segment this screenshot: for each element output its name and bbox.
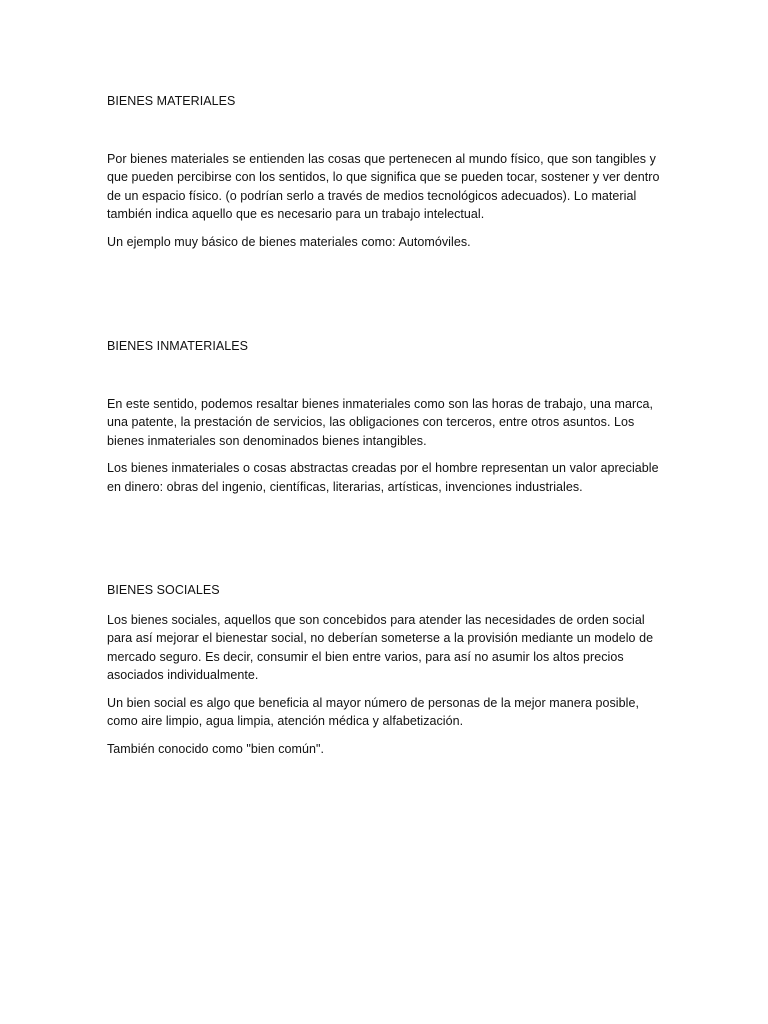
paragraph: Los bienes sociales, aquellos que son concebidos para atender las necesidades de orden social para así mejorar el bienestar social, no deberían someterse a la provisión mediante un modelo de mercado seguro. Es decir, consumir el bien entre varios, para así no asumir los altos precios asociados individualmente. <box>107 613 654 683</box>
paragraph: Un ejemplo muy básico de bienes materiales como: Automóviles. <box>107 234 471 249</box>
paragraph: En este sentido, podemos resaltar bienes inmateriales como son las horas de trabajo, una marca, una patente, la prestación de servicios, las obligaciones con terceros, entre otros asuntos. Los bienes inmateriales son denominados bienes intangibles. <box>107 397 654 448</box>
section-heading: BIENES SOCIALES <box>107 583 220 598</box>
section-bienes-inmateriales <box>107 337 667 496</box>
paragraph: Un bien social es algo que beneficia al mayor número de personas de la mejor manera posible, como aire limpio, agua limpia, atención médica y alfabetización. <box>107 695 639 729</box>
section-heading: BIENES MATERIALES <box>107 94 236 108</box>
document-body <box>107 92 667 767</box>
section-bienes-materiales <box>107 92 667 251</box>
paragraph: Los bienes inmateriales o cosas abstractas creadas por el hombre representan un valor apreciable en dinero: obras del ingenio, científicas, literarias, artísticas, invenciones industriales. <box>107 461 659 494</box>
section-heading: BIENES INMATERIALES <box>107 339 249 354</box>
paragraph: Por bienes materiales se entienden las cosas que pertenecen al mundo físico, que son tangibles y que pueden percibirse con los sentidos, lo que significa que se pueden tocar, sostener y ver dentro de un espacio físico. (o podrían serlo a través de medios tecnológicos adecuados). Lo material también indica aquello que es necesario para un trabajo intelectual. <box>107 152 660 222</box>
section-bienes-sociales <box>107 581 667 758</box>
paragraph: También conocido como "bien común". <box>107 741 324 756</box>
